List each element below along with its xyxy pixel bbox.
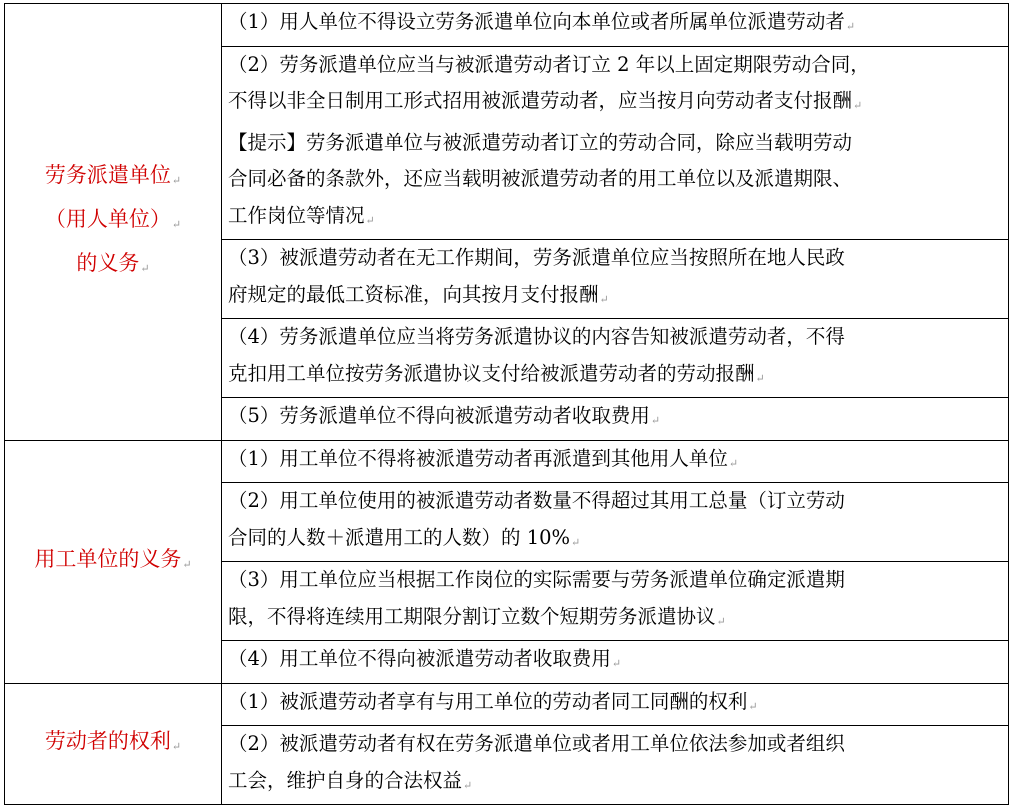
table-row: [5, 4, 1009, 47]
paragraph-mark-icon: ↵: [755, 371, 765, 385]
row-heading: [5, 440, 222, 683]
row-heading-text: 劳动者的权利: [44, 728, 171, 753]
obligation-item: [222, 562, 1009, 641]
obligation-line: [228, 520, 1002, 562]
row-heading-line: [11, 540, 215, 584]
paragraph-mark-icon: ↵: [853, 99, 863, 112]
obligation-line: [228, 47, 1002, 84]
table-row: [5, 440, 1009, 483]
paragraph-mark-icon: ↵: [463, 778, 473, 792]
obligation-line: [228, 125, 1002, 162]
row-heading-text: 的义务: [76, 250, 140, 275]
obligation-text: 合同的人数＋派遣用工的人数）的 10%: [228, 525, 571, 549]
paragraph-mark-icon: ↵: [365, 213, 375, 227]
obligation-text: （4）用工单位不得向被派遣劳动者收取费用: [228, 647, 611, 670]
paragraph-mark-icon: ↵: [571, 535, 581, 549]
obligation-text: （1）用工单位不得将被派遣劳动者再派遣到其他用人单位: [228, 446, 728, 470]
obligation-item: [222, 683, 1009, 726]
obligation-line: [228, 398, 1002, 440]
obligation-line: [228, 319, 1002, 356]
obligation-item: [222, 483, 1009, 562]
obligation-text: （4）劳务派遣单位应当将劳务派遣协议的内容告知被派遣劳动者，不得: [228, 325, 845, 348]
paragraph-mark-icon: ↵: [716, 614, 726, 628]
obligation-text: 工会，维护自身的合法权益: [228, 768, 463, 792]
row-heading: [5, 4, 222, 441]
obligation-text: （1）被派遣劳动者享有与用工单位的劳动者同工同酬的权利: [228, 689, 748, 713]
obligation-item: [222, 641, 1009, 684]
table-row: [5, 683, 1009, 726]
obligation-line: [228, 599, 1002, 641]
obligation-line: [228, 240, 1002, 277]
paragraph-mark-icon: ↵: [650, 414, 661, 427]
obligation-text: 【提示】劳务派遣单位与被派遣劳动者订立的劳动合同，除应当载明劳动: [228, 130, 853, 154]
obligation-line: [228, 83, 1002, 125]
obligation-item: [222, 240, 1009, 319]
paragraph-mark-icon: ↵: [611, 657, 622, 670]
paragraph-mark-icon: ↵: [599, 292, 609, 306]
obligation-text: 不得以非全日制用工形式招用被派遣劳动者，应当按月向劳动者支付报酬: [228, 89, 853, 112]
row-heading-text: （用人单位）: [44, 206, 171, 231]
obligation-line: [228, 483, 1002, 520]
obligation-line: [228, 763, 1002, 805]
obligation-item: [222, 726, 1009, 805]
row-heading-line: [11, 200, 215, 244]
obligation-text: （2）劳务派遣单位应当与被派遣劳动者订立 2 年以上固定期限劳动合同，: [228, 52, 870, 76]
obligation-line: [228, 562, 1002, 599]
obligations-table: [4, 3, 1009, 805]
obligation-line: [228, 198, 1002, 240]
paragraph-mark-icon: ↵: [171, 739, 182, 753]
obligation-text: （2）用工单位使用的被派遣劳动者数量不得超过其用工总量（订立劳动: [228, 489, 845, 512]
paragraph-mark-icon: ↵: [748, 699, 758, 713]
paragraph-mark-icon: ↵: [140, 261, 150, 275]
obligation-text: 克扣用工单位按劳务派遣协议支付给被派遣劳动者的劳动报酬: [228, 361, 755, 385]
obligation-line: [228, 4, 1002, 46]
obligation-text: （5）劳务派遣单位不得向被派遣劳动者收取费用: [228, 404, 650, 427]
obligation-item: [222, 440, 1009, 483]
obligation-item: [222, 46, 1009, 240]
obligation-line: [228, 641, 1002, 683]
paragraph-mark-icon: ↵: [182, 557, 192, 571]
obligation-line: [228, 684, 1002, 726]
obligation-text: 限，不得将连续用工期限分割订立数个短期劳务派遣协议: [228, 604, 716, 628]
obligation-line: [228, 277, 1002, 319]
row-heading-text: 劳务派遣单位: [44, 162, 171, 187]
obligation-text: 工作岗位等情况: [228, 203, 365, 227]
obligation-item: [222, 319, 1009, 398]
row-heading-line: [11, 244, 215, 288]
obligation-line: [228, 441, 1002, 483]
obligation-line: [228, 726, 1002, 763]
paragraph-mark-icon: ↵: [845, 20, 856, 33]
paragraph-mark-icon: ↵: [728, 456, 739, 470]
obligation-line: [228, 161, 1002, 198]
row-heading-text: 用工单位的义务: [34, 546, 182, 571]
row-heading-line: [11, 156, 215, 200]
table-body: [5, 4, 1009, 805]
obligation-text: 府规定的最低工资标准，向其按月支付报酬: [228, 282, 599, 306]
obligation-item: [222, 398, 1009, 441]
obligation-line: [228, 356, 1002, 398]
obligation-item: [222, 4, 1009, 47]
obligation-text: 合同必备的条款外，还应当载明被派遣劳动者的用工单位以及派遣期限、: [228, 167, 853, 190]
obligation-text: （3）被派遣劳动者在无工作期间，劳务派遣单位应当按照所在地人民政: [228, 246, 845, 269]
row-heading: [5, 683, 222, 805]
obligation-text: （2）被派遣劳动者有权在劳务派遣单位或者用工单位依法参加或者组织: [228, 732, 845, 755]
paragraph-mark-icon: ↵: [171, 173, 182, 187]
obligation-text: （1）用人单位不得设立劳务派遣单位向本单位或者所属单位派遣劳动者: [228, 10, 845, 33]
row-heading-line: [11, 722, 215, 766]
paragraph-mark-icon: ↵: [171, 217, 182, 231]
obligation-text: （3）用工单位应当根据工作岗位的实际需要与劳务派遣单位确定派遣期: [228, 568, 845, 591]
